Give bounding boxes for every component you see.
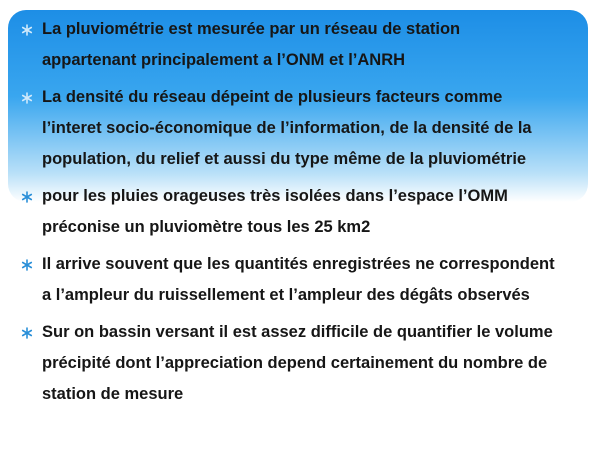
bullet-item-2 xyxy=(0,82,600,175)
bullet-line: préconise un pluviomètre tous les 25 km2 xyxy=(42,218,371,236)
bullet-line: Sur on bassin versant il est assez difficile de quantifier le volume xyxy=(42,323,553,341)
bullet-item-1 xyxy=(0,14,600,76)
bullet-item-4 xyxy=(0,249,600,311)
bullet-line: appartenant principalement a l’ONM et l’ANRH xyxy=(42,51,406,69)
bullet-line: pour les pluies orageuses très isolées dans l’espace l’OMM xyxy=(42,187,508,205)
bullet-line: population, du relief et aussi du type même de la pluviométrie xyxy=(42,150,527,168)
bullet-line: l’interet socio-économique de l’information, de la densité de la xyxy=(42,119,532,137)
bullet-line: Il arrive souvent que les quantités enregistrées ne correspondent xyxy=(42,255,555,273)
snowflake-bullet-icon xyxy=(20,249,34,280)
bullet-item-5 xyxy=(0,317,600,410)
snowflake-bullet-icon xyxy=(20,317,34,348)
slide-content xyxy=(0,14,600,416)
snowflake-bullet-icon xyxy=(20,82,34,113)
snowflake-bullet-icon xyxy=(20,181,34,212)
bullet-line: précipité dont l’appreciation depend certainement du nombre de xyxy=(42,354,548,372)
bullet-line: La densité du réseau dépeint de plusieurs facteurs comme xyxy=(42,88,503,106)
bullet-line: station de mesure xyxy=(42,385,184,403)
snowflake-bullet-icon xyxy=(20,14,34,45)
bullet-item-3 xyxy=(0,181,600,243)
bullet-line: La pluviométrie est mesurée par un réseau de station xyxy=(42,20,461,38)
bullet-line: a l’ampleur du ruissellement et l’ampleur des dégâts observés xyxy=(42,286,530,304)
